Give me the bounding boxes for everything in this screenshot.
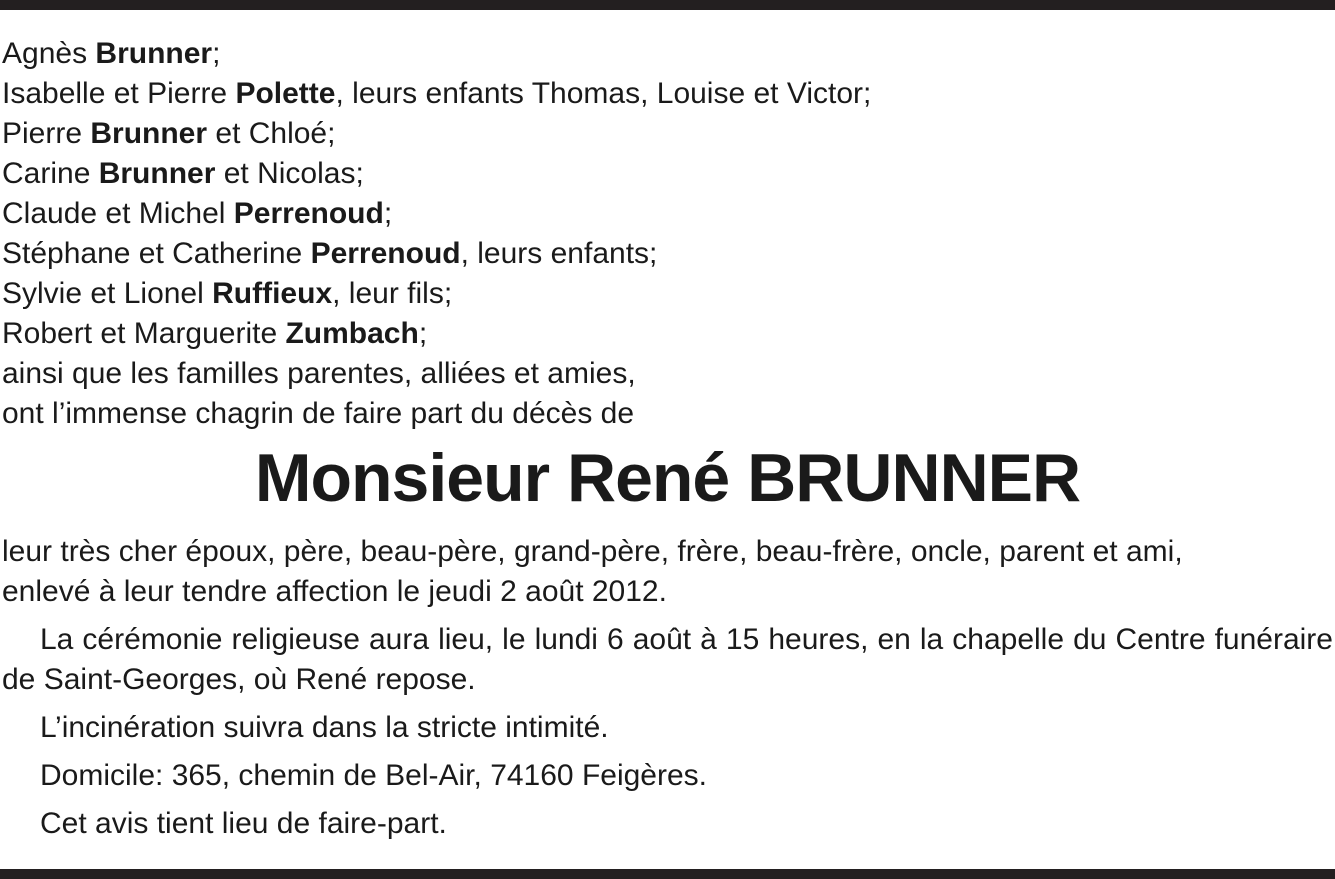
tribute-line-1: leur très cher époux, père, beau-père, grand-père, frère, beau-frère, oncle, parent et ami, <box>2 535 1183 568</box>
deceased-name: Monsieur René BRUNNER <box>254 440 1081 516</box>
family-text: ; <box>212 37 221 70</box>
family-surname: Ruffieux <box>212 277 333 310</box>
family-surname: Brunner <box>95 37 213 70</box>
family-text: , leur fils; <box>332 277 453 310</box>
top-rule <box>0 0 1335 10</box>
family-text: ainsi que les familles parentes, alliées et amies, <box>2 357 636 390</box>
family-text: Agnès <box>2 37 96 70</box>
bottom-rule <box>0 869 1335 879</box>
family-text: Stéphane et Catherine <box>2 237 311 270</box>
family-surname: Brunner <box>90 117 208 150</box>
family-text: Carine <box>2 157 99 190</box>
notice-body <box>2 532 1333 844</box>
family-line <box>2 34 1333 74</box>
family-line <box>2 114 1333 154</box>
family-text: ont l’immense chagrin de faire part du décès de <box>2 397 635 430</box>
family-line <box>2 234 1333 274</box>
obituary-notice <box>2 34 1333 844</box>
family-surname: Perrenoud <box>310 237 461 270</box>
incineration-paragraph: L’incinération suivra dans la stricte intimité. <box>40 711 609 744</box>
family-line <box>2 194 1333 234</box>
family-surname: Brunner <box>98 157 216 190</box>
family-line <box>2 154 1333 194</box>
family-text: Robert et Marguerite <box>2 317 286 350</box>
family-surname: Perrenoud <box>233 197 384 230</box>
domicile-paragraph: Domicile: 365, chemin de Bel-Air, 74160 Feigères. <box>40 759 708 792</box>
family-list <box>2 34 1333 434</box>
family-text: Pierre <box>2 117 91 150</box>
family-text: ; <box>418 317 428 350</box>
family-text: Claude et Michel <box>2 197 234 230</box>
family-text: et Chloé; <box>207 117 336 150</box>
family-line <box>2 354 1333 394</box>
family-line <box>2 394 1333 434</box>
family-text: Isabelle et Pierre <box>2 77 236 110</box>
tribute-line-2: enlevé à leur tendre affection le jeudi 2 août 2012. <box>2 575 667 608</box>
family-line <box>2 274 1333 314</box>
ceremony-paragraph: La cérémonie religieuse aura lieu, le lundi 6 août à 15 heures, en la chapelle du Centre funéraire de Saint-Georges, où René repose. <box>2 623 1333 696</box>
family-surname: Zumbach <box>285 317 419 350</box>
family-text: et Nicolas; <box>215 157 364 190</box>
family-text: ; <box>383 197 393 230</box>
family-line <box>2 74 1333 114</box>
notice-paragraph: Cet avis tient lieu de faire-part. <box>40 807 447 840</box>
family-text: , leurs enfants; <box>460 237 658 270</box>
family-text: , leurs enfants Thomas, Louise et Victor; <box>335 77 872 110</box>
family-surname: Polette <box>235 77 336 110</box>
family-line <box>2 314 1333 354</box>
family-text: Sylvie et Lionel <box>2 277 213 310</box>
